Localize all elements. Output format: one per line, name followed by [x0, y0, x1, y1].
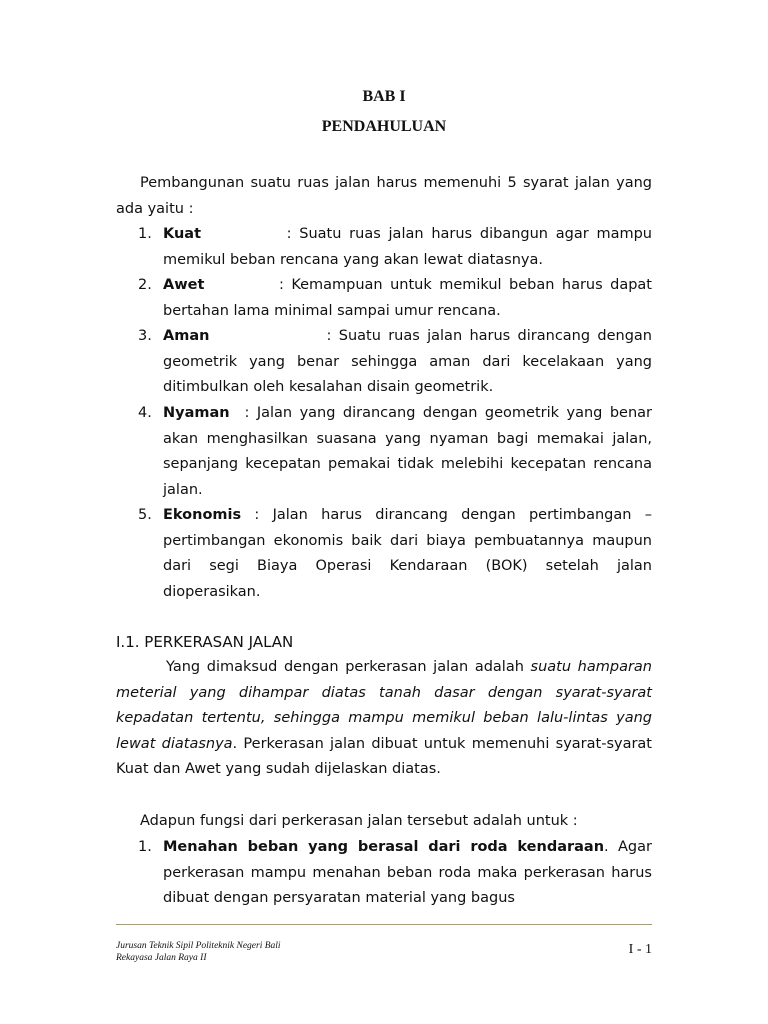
- requirement-term: Ekonomis: [163, 507, 242, 523]
- function-description: . Agar perkerasan mampu menahan beban roda maka perkerasan harus dibuat dengan persyaratan material yang bagus: [163, 839, 652, 907]
- separator: :: [201, 226, 300, 242]
- definition-italic: suatu hamparan meterial yang dihampar diatas tanah dasar dengan syarat-syarat kepadatan tertentu, sehingga mampu memikul beban lalu-lintas yang lewat diatasnya: [116, 659, 652, 752]
- list-number: 4.: [138, 405, 152, 421]
- requirement-description: Kemampuan untuk memikul beban harus dapat bertahan lama minimal sampai umur rencana.: [163, 277, 652, 319]
- requirement-description: Jalan yang dirancang dengan geometrik yang benar akan menghasilkan suasana yang nyaman bagi memakai jalan, sepanjang kecepatan pemakai tidak melebihi kecepatan rencana jalan.: [163, 405, 652, 498]
- list-number: 3.: [138, 328, 152, 344]
- footer: [116, 940, 281, 964]
- function-item-1: [138, 835, 652, 912]
- separator: :: [209, 328, 339, 344]
- definition-text-start: Yang dimaksud dengan perkerasan jalan adalah: [166, 659, 531, 675]
- footer-divider: [116, 924, 652, 925]
- list-number: 1.: [138, 839, 152, 855]
- requirement-term: Awet: [163, 277, 205, 293]
- definition-paragraph: [116, 655, 652, 783]
- chapter-title: PENDAHULUAN: [321, 118, 447, 135]
- requirement-item-4: [138, 401, 652, 503]
- footer-institution: Jurusan Teknik Sipil Politeknik Negeri Bali: [116, 941, 281, 951]
- functions-intro: Adapun fungsi dari perkerasan jalan tersebut adalah untuk :: [140, 813, 578, 829]
- chapter-number: BAB I: [362, 88, 406, 105]
- requirement-description: Jalan harus dirancang dengan pertimbangan – pertimbangan ekonomis baik dari biaya pembuatannya maupun dari segi Biaya Operasi Kendaraan (BOK) setelah jalan dioperasikan.: [163, 507, 652, 600]
- section-heading: I.1. PERKERASAN JALAN: [116, 633, 294, 651]
- list-number: 5.: [138, 507, 152, 523]
- requirement-item-2: [138, 273, 652, 324]
- list-number: 1.: [138, 226, 152, 242]
- requirement-description: Suatu ruas jalan harus dirancang dengan geometrik yang benar sehingga aman dari kecelakaan yang ditimbulkan oleh kesalahan disain geometrik.: [163, 328, 652, 396]
- requirement-item-3: [138, 324, 652, 401]
- requirement-term: Aman: [163, 328, 210, 344]
- definition-text-end: . Perkerasan jalan dibuat untuk memenuhi syarat-syarat Kuat dan Awet yang sudah dijelaskan diatas.: [116, 735, 652, 778]
- separator: :: [204, 277, 292, 293]
- requirement-item-5: [138, 503, 652, 605]
- separator: :: [229, 405, 257, 421]
- requirement-item-1: [138, 222, 652, 273]
- footer-course: Rekayasa Jalan Raya II: [116, 953, 207, 963]
- page-number: I - 1: [628, 942, 652, 957]
- function-term: Menahan beban yang berasal dari roda kendaraan: [163, 839, 605, 855]
- requirement-term: Nyaman: [163, 405, 230, 421]
- requirement-term: Kuat: [163, 226, 202, 242]
- intro-paragraph: Pembangunan suatu ruas jalan harus memenuhi 5 syarat jalan yang ada yaitu :: [116, 175, 652, 217]
- requirement-description: Suatu ruas jalan harus dibangun agar mampu memikul beban rencana yang akan lewat diatasnya.: [163, 226, 652, 268]
- separator: :: [241, 507, 273, 523]
- list-number: 2.: [138, 277, 152, 293]
